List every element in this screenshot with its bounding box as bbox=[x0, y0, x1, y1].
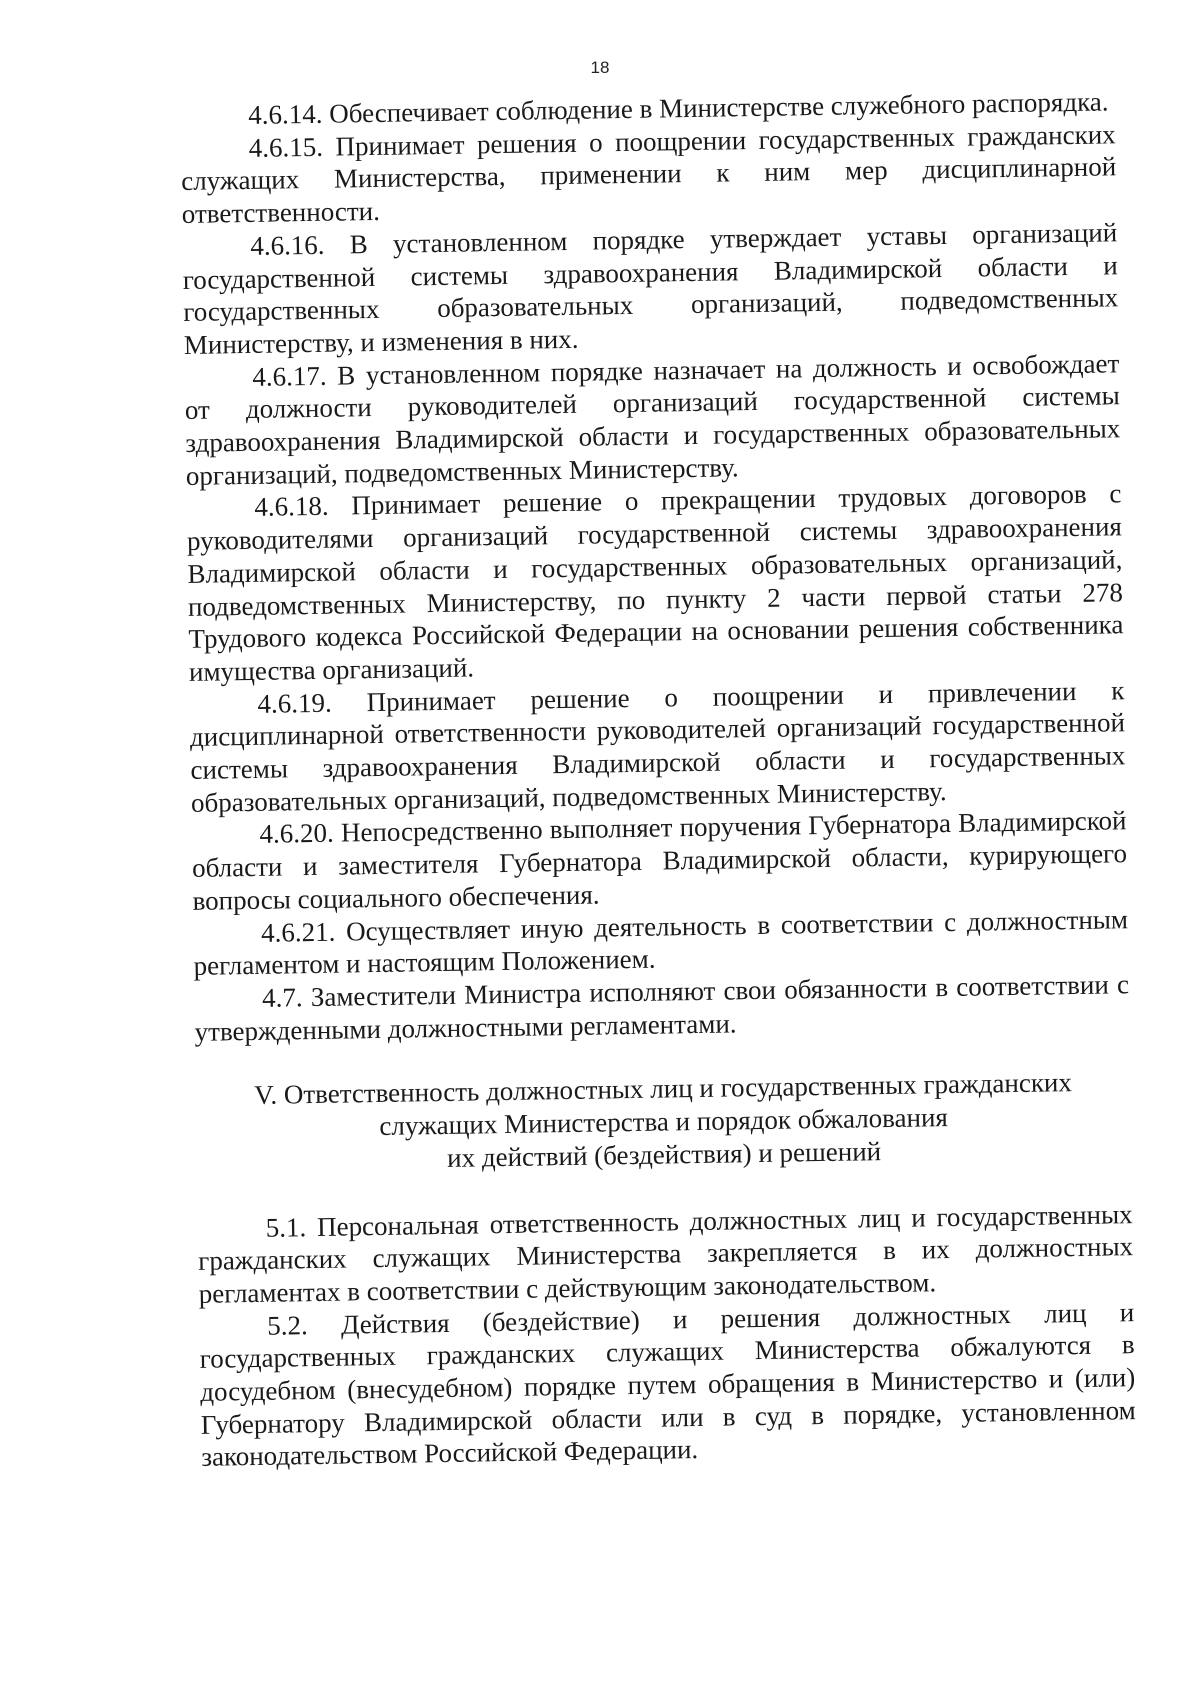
paragraph-4-7: 4.7. Заместители Министра исполняют свои обязанности в соответствии с утвержденными должностными регламентами. bbox=[194, 969, 1130, 1047]
page-number: 18 bbox=[590, 58, 610, 77]
section-heading-line-3: их действий (бездействия) и решений bbox=[446, 1135, 882, 1173]
paragraph-4-6-18: 4.6.18. Принимает решение о прекращении трудовых договоров с руководителями организаций государственной системы здравоохранения Владимирской области и государственных образовательных организаций, подведомственных Министерству, по пункту 2 части первой статьи 278 Трудового кодекса Российской Федерации на основании решения собственника имущества организаций. bbox=[186, 478, 1124, 687]
document-body bbox=[180, 85, 1136, 1474]
paragraph-4-6-14: 4.6.14. Обеспечивает соблюдение в Министерстве служебного распорядка. bbox=[248, 86, 1109, 130]
paragraph-5-1: 5.1. Персональная ответственность должностных лиц и государственных гражданских служащих Министерства закрепляется в их должностных регламентах в соответствии с действующим законодательством. bbox=[198, 1198, 1134, 1309]
paragraph-5-2: 5.2. Действия (бездействие) и решения должностных лиц и государственных гражданских служащих Министерства обжалуются в досудебном (внесудебном) порядке путем обращения в Министерство и (или) Губернатору Владимирской области или в суд в порядке, установленном законодательством Российской Федерации. bbox=[199, 1296, 1136, 1473]
paragraph-4-6-19: 4.6.19. Принимает решение о поощрении и привлечении к дисциплинарной ответственности руководителей организаций государственной системы здравоохранения Владимирской области и государственных образовательных организаций, подведомственных Министерству. bbox=[189, 674, 1126, 818]
paragraph-4-6-20: 4.6.20. Непосредственно выполняет поручения Губернатора Владимирской области и заместителя Губернатора Владимирской области, курирующего вопросы социального обеспечения. bbox=[191, 805, 1128, 916]
paragraph-4-6-21: 4.6.21. Осуществляет иную деятельность в соответствии с должностным регламентом и настоящим Положением. bbox=[193, 903, 1129, 982]
paragraph-4-6-16: 4.6.16. В установленном порядке утверждает уставы организаций государственной системы здравоохранения Владимирской области и государственных образовательных организаций, подведомственных Министерству, и изменения в них. bbox=[182, 217, 1119, 360]
section-heading bbox=[195, 1066, 1131, 1179]
section-heading-line-1: V. Ответственность должностных лиц и государственных гражданских bbox=[254, 1067, 1073, 1111]
paragraph-4-6-17: 4.6.17. В установленном порядке назначает на должность и освобождает от должности руководителей организаций государственной системы здравоохранения Владимирской области и государственных образовательных организаций, подведомственных Министерству. bbox=[184, 347, 1121, 491]
paragraph-4-6-15: 4.6.15. Принимает решения о поощрении государственных гражданских служащих Министерства, применении к ним мер дисциплинарной ответственности. bbox=[181, 119, 1117, 230]
section-heading-line-2: служащих Министерства и порядок обжалования bbox=[379, 1102, 949, 1142]
